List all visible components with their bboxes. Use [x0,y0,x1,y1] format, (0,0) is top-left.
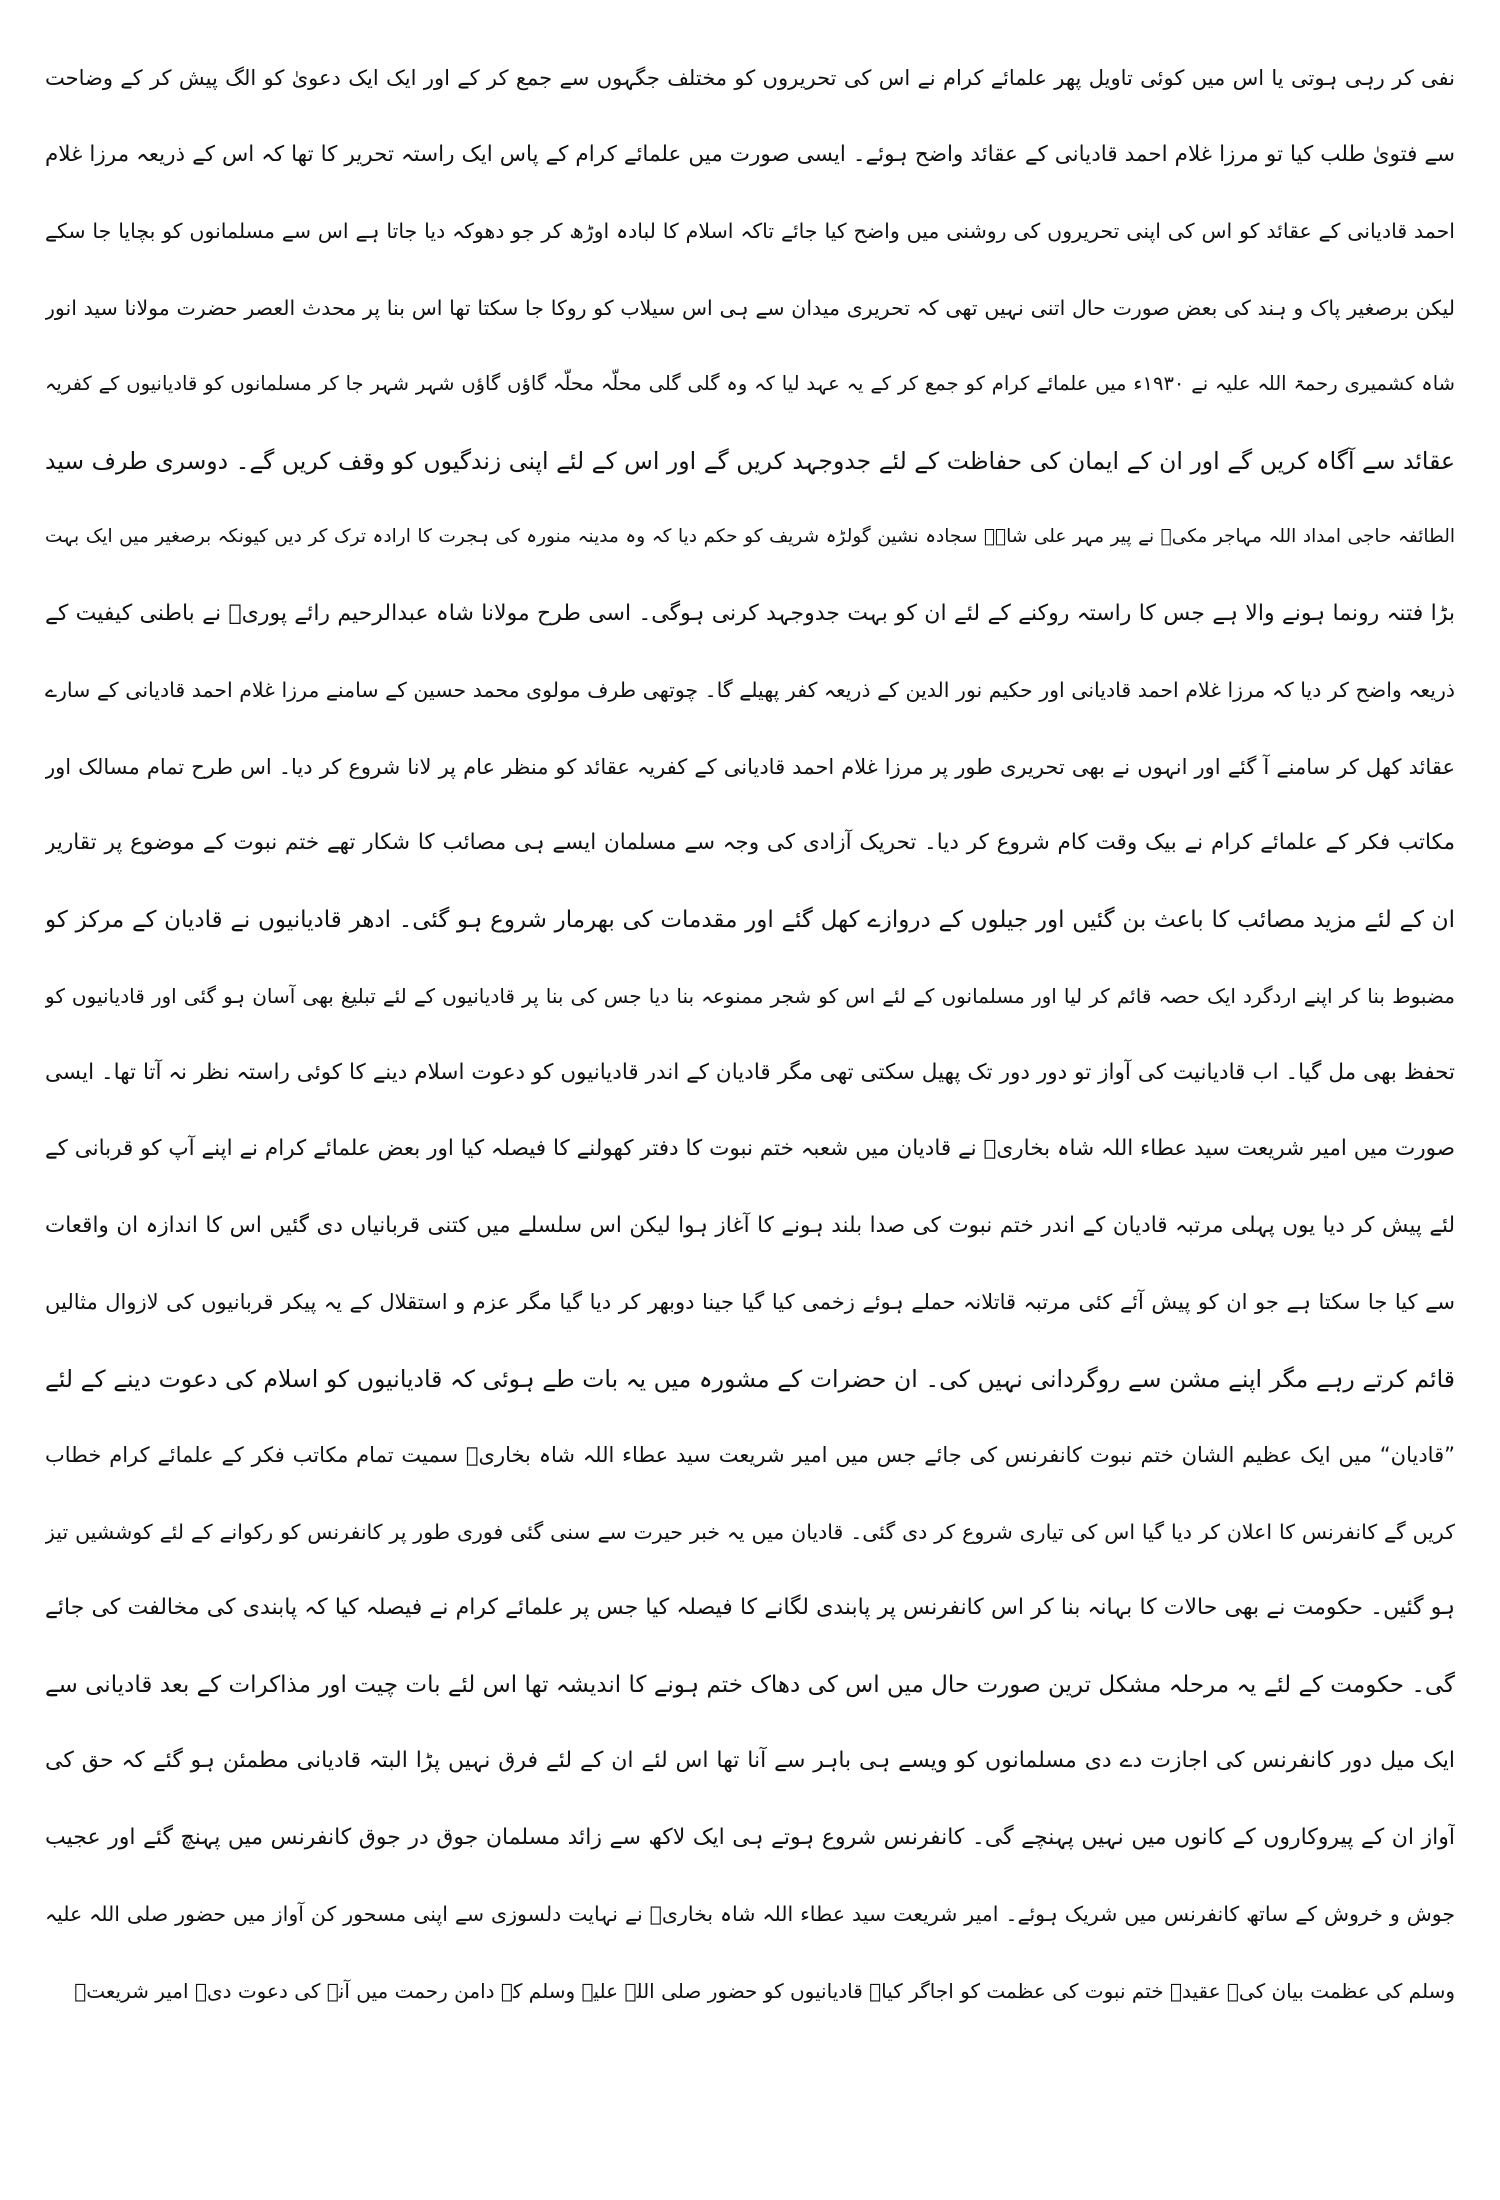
text-line: لئے پیش کر دیا یوں پہلی مرتبہ قادیان کے اندر ختم نبوت کی صدا بلند ہونے کا آغاز ہوا لیکن اس سلسلے میں کتنی قربانیاں دی گئیں اس کا اندازہ ان واقعات [45,1212,1455,1238]
text-line: عقائد کھل کر سامنے آ گئے اور انہوں نے بھی تحریری طور پر مرزا غلام احمد قادیانی کے کفریہ عقائد کو منظر عام پر لانا شروع کر دیا۔ اس طرح تمام مسالک اور [45,754,1455,779]
text-line: جوش و خروش کے ساتھ کانفرنس میں شریک ہوئے۔ امیر شریعت سید عطاء اللہ شاہ بخاریؒ نے نہایت دلسوزی سے اپنی مسحور کن آواز میں حضور صلی اللہ علیہ [45,1902,1455,1926]
text-line: آواز ان کے پیروکاروں کے کانوں میں نہیں پہنچے گی۔ کانفرنس شروع ہوتے ہی ایک لاکھ سے زائد مسلمان جوق در جوق کانفرنس میں پہنچ گئے اور عجیب [45,1824,1455,1850]
document-page [45,40,1455,2160]
text-line: صورت میں امیر شریعت سید عطاء اللہ شاہ بخاریؒ نے قادیان میں شعبہ ختم نبوت کا دفتر کھولنے کا فیصلہ کیا اور بعض علمائے کرام نے اپنے آپ کو قربانی کے [45,1136,1455,1161]
text-line: ”قادیان“ میں ایک عظیم الشان ختم نبوت کانفرنس کی جائے جس میں امیر شریعت سید عطاء اللہ شاہ بخاریؒ سمیت تمام مکاتب فکر کے علمائے کرام خطاب [45,1443,1455,1467]
text-line: قائم کرتے رہے مگر اپنے مشن سے روگردانی نہیں کی۔ ان حضرات کے مشورہ میں یہ بات طے ہوئی کہ قادیانیوں کو اسلام کی دعوت دینے کے لئے [45,1364,1455,1393]
text-line: تحفظ بھی مل گیا۔ اب قادیانیت کی آواز تو دور دور تک پھیل سکتی تھی مگر قادیان کے اندر قادیانیوں کو دعوت اسلام دینے کا کوئی راستہ نظر نہ آتا تھا۔ ایسی [45,1059,1455,1085]
text-line: شاہ کشمیری رحمۃ اللہ علیہ نے ۱۹۳۰ء میں علمائے کرام کو جمع کر کے یہ عہد لیا کہ وہ گلی گلی محلّہ محلّہ گاؤں گاؤں شہر شہر جا کر مسلمانوں کو قادیانیوں کے کفریہ [45,372,1455,395]
text-line: عقائد سے آگاہ کریں گے اور ان کے ایمان کی حفاظت کے لئے جدوجہد کریں گے اور اس کے لئے اپنی زندگیوں کو وقف کریں گے۔ دوسری طرف سید [45,446,1455,475]
text-line: بڑا فتنہ رونما ہونے والا ہے جس کا راستہ روکنے کے لئے ان کو بہت جدوجہد کرنی ہوگی۔ اسی طرح مولانا شاہ عبدالرحیم رائے پوریؒ نے باطنی کیفیت کے [45,600,1455,626]
text-line: سے فتویٰ طلب کیا تو مرزا غلام احمد قادیانی کے عقائد واضح ہوئے۔ ایسی صورت میں علمائے کرام کے پاس ایک راستہ تحریر کا تھا کہ اس کے ذریعہ مرزا غلام [45,141,1455,167]
text-line: ایک میل دور کانفرنس کی اجازت دے دی مسلمانوں کو ویسے ہی باہر سے آنا تھا اس لئے ان کے لئے فرق نہیں پڑا البتہ قادیانی مطمئن ہو گئے کہ حق کی [45,1748,1455,1773]
text-line: ان کے لئے مزید مصائب کا باعث بن گئیں اور جیلوں کے دروازے کھل گئے اور مقدمات کی بھرمار شروع ہو گئی۔ ادھر قادیانیوں نے قادیان کے مرکز کو [45,906,1455,933]
text-line: سے کیا جا سکتا ہے جو ان کو پیش آئے کئی مرتبہ قاتلانہ حملے ہوئے زخمی کیا گیا جینا دوبھر کر دیا گیا مگر عزم و استقلال کے یہ پیکر قربانیوں کی لازوال مثالیں [45,1290,1455,1314]
text-line: نفی کر رہی ہوتی یا اس میں کوئی تاویل پھر علمائے کرام نے اس کی تحریروں کو مختلف جگہوں سے جمع کر کے اور ایک ایک دعویٰ کو الگ پیش کر کے وضاحت [45,66,1455,90]
text-line: احمد قادیانی کے عقائد کو اس کی اپنی تحریروں کی روشنی میں واضح کیا جائے تاکہ اسلام کا لبادہ اوڑھ کر جو دھوکہ دیا جاتا ہے اس سے مسلمانوں کو بچایا جا سکے [45,219,1455,243]
text-line: مکاتب فکر کے علمائے کرام نے بیک وقت کام شروع کر دیا۔ تحریک آزادی کی وجہ سے مسلمان ایسے ہی مصائب کا شکار تھے ختم نبوت کے موضوع پر تقاریر [45,830,1455,855]
text-line: الطائفہ حاجی امداد اللہ مہاجر مکیؒ نے پیر مہر علی شاہؒ سجادہ نشین گولڑہ شریف کو حکم دیا کہ وہ مدینہ منورہ کی ہجرت کا ارادہ ترک کر دیں کیونکہ برصغیر میں ایک بہت [45,526,1455,547]
text-line: لیکن برصغیر پاک و ہند کی بعض صورت حال اتنی نہیں تھی کہ تحریری میدان سے ہی اس سیلاب کو روکا جا سکتا تھا اس بنا پر محدث العصر حضرت مولانا سید انور [45,295,1455,320]
text-line: ہو گئیں۔ حکومت نے بھی حالات کا بہانہ بنا کر اس کانفرنس پر پابندی لگانے کا فیصلہ کیا جس پر علمائے کرام نے فیصلہ کیا کہ پابندی کی مخالفت کی جائے [45,1595,1455,1620]
text-line: گی۔ حکومت کے لئے یہ مرحلہ مشکل ترین صورت حال میں اس کی دھاک ختم ہونے کا اندیشہ تھا اس لئے بات چیت اور مذاکرات کے بعد قادیانی سے [45,1671,1455,1698]
text-line: ذریعہ واضح کر دیا کہ مرزا غلام احمد قادیانی اور حکیم نور الدین کے ذریعہ کفر پھیلے گا۔ چوتھی طرف مولوی محمد حسین کے سامنے مرزا غلام احمد قادیانی کے سارے [45,678,1455,702]
text-line: مضبوط بنا کر اپنے اردگرد ایک حصہ قائم کر لیا اور مسلمانوں کے لئے اس کو شجر ممنوعہ بنا دیا جس کی بنا پر قادیانیوں کے لئے تبلیغ بھی آسان ہو گئی اور قادیانیوں کو [45,984,1455,1008]
text-line: وسلم کی عظمت بیان کی۔ عقیدہ ختم نبوت کی عظمت کو اجاگر کیا۔ قادیانیوں کو حضور صلی اللہ علیہ وسلم کے دامن رحمت میں آنے کی دعوت دی۔ امیر شریعتؒ [74,1978,1455,2003]
text-line: کریں گے کانفرنس کا اعلان کر دیا گیا اس کی تیاری شروع کر دی گئی۔ قادیان میں یہ خبر حیرت سے سنی گئی فوری طور پر کانفرنس کو رکوانے کے لئے کوششیں تیز [45,1519,1455,1544]
